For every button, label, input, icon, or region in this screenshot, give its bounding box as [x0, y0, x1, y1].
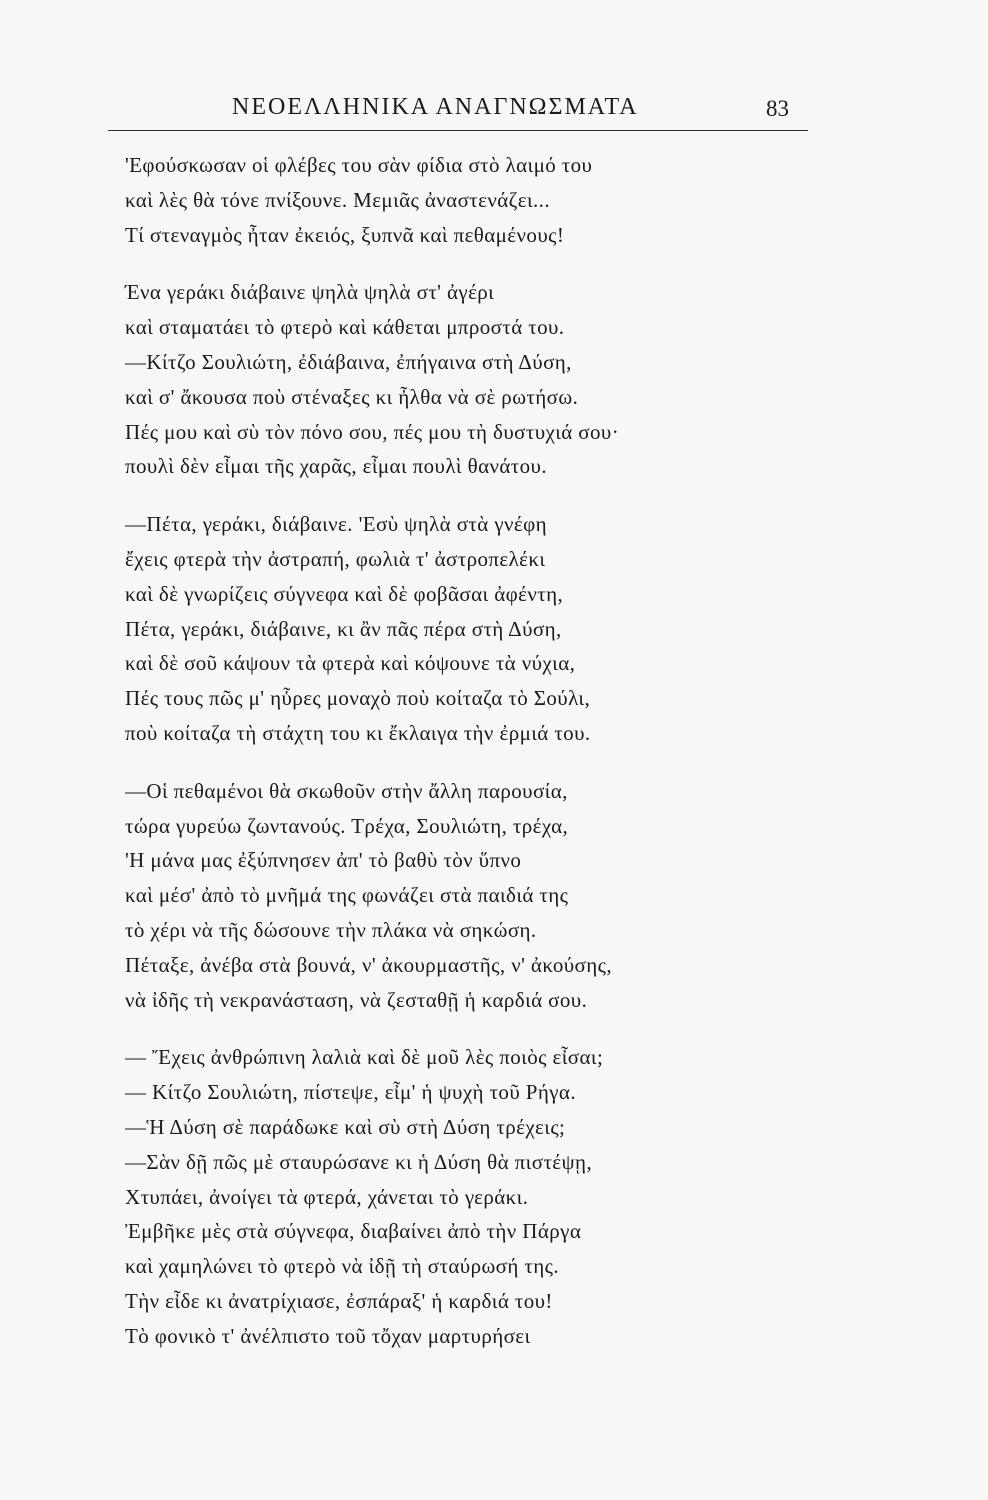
verse-line: καὶ σταματάει τὸ φτερὸ καὶ κάθεται μπροστά του. [125, 315, 565, 340]
verse-line: Πέτα, γεράκι, διάβαινε, κι ἂν πᾶς πέρα στὴ Δύση, [125, 616, 562, 641]
verse-line: Χτυπάει, ἀνοίγει τὰ φτερά, χάνεται τὸ γεράκι. [125, 1184, 529, 1209]
verse-line: —Κίτζο Σουλιώτη, ἐδιάβαινα, ἐπήγαινα στὴ Δύση, [125, 349, 572, 374]
stanza [125, 275, 855, 484]
verse-line: καὶ λὲς θὰ τόνε πνίξουνε. Μεμιᾶς ἀναστενάζει... [125, 187, 550, 212]
verse-line: — Κίτζο Σουλιώτη, πίστεψε, εἶμ' ἡ ψυχὴ τοῦ Ρήγα. [125, 1080, 576, 1105]
verse-line: Ἐμβῆκε μὲς στὰ σύγνεφα, διαβαίνει ἀπὸ τὴν Πάργα [125, 1219, 582, 1244]
page-header [108, 88, 828, 128]
verse-line: Τὸ φονικὸ τ' ἀνέλπιστο τοῦ τὄχαν μαρτυρήσει [125, 1323, 531, 1348]
verse-line: Τὴν εἶδε κι ἀνατρίχιασε, ἐσπάραξ' ἡ καρδιά του! [125, 1288, 553, 1313]
verse-line: νὰ ἰδῆς τὴ νεκρανάσταση, νὰ ζεσταθῇ ἡ καρδιά σου. [125, 987, 588, 1012]
verse-line: Πές μου καὶ σὺ τὸν πόνο σου, πές μου τὴ δυστυχιά σου· [125, 419, 620, 444]
verse-line: —Ἡ Δύση σὲ παράδωκε καὶ σὺ στὴ Δύση τρέχεις; [125, 1114, 566, 1139]
verse-line: καὶ δὲ γνωρίζεις σύγνεφα καὶ δὲ φοβᾶσαι ἀφέντη, [125, 581, 564, 606]
verse-line: — Ἔχεις ἀνθρώπινη λαλιὰ καὶ δὲ μοῦ λὲς ποιὸς εἶσαι; [125, 1045, 604, 1070]
verse-line: ποὺ κοίταζα τὴ στάχτη του κι ἔκλαιγα τὴν ἐρμιά του. [125, 720, 591, 745]
running-title: ΝΕΟΕΛΛΗΝΙΚΑ ΑΝΑΓΝΩΣΜΑΤΑ [232, 94, 639, 120]
stanza [125, 507, 855, 751]
verse-line: καὶ χαμηλώνει τὸ φτερὸ νὰ ἰδῇ τὴ σταύρωσή της. [125, 1254, 560, 1279]
verse-line: 'Η μάνα μας ἐξύπνησεν ἀπ' τὸ βαθὺ τὸν ὕπνο [125, 848, 522, 873]
verse-line: τὸ χέρι νὰ τῆς δώσουνε τὴν πλάκα νὰ σηκώση. [125, 917, 537, 942]
verse-line: Πέταξε, ἀνέβα στὰ βουνά, ν' ἀκουρμαστῆς, ν' ἀκούσης, [125, 952, 613, 977]
verse-line: τώρα γυρεύω ζωντανούς. Τρέχα, Σουλιώτη, τρέχα, [125, 813, 569, 838]
header-rule [108, 130, 808, 131]
page-number: 83 [766, 96, 789, 121]
verse-line: πουλὶ δὲν εἶμαι τῆς χαρᾶς, εἶμαι πουλὶ θανάτου. [125, 454, 547, 479]
stanza [125, 148, 855, 252]
verse-line: —Σὰν δῇ πῶς μὲ σταυρώσανε κι ἡ Δύση θὰ πιστέψῃ, [125, 1149, 593, 1174]
verse-line: Πές τους πῶς μ' ηὗρες μοναχὸ ποὺ κοίταζα τὸ Σούλι, [125, 686, 591, 711]
verse-line: —Πέτα, γεράκι, διάβαινε. 'Εσὺ ψηλὰ στὰ γνέφη [125, 512, 548, 537]
verse-line: καὶ δὲ σοῦ κάψουν τὰ φτερὰ καὶ κόψουνε τὰ νύχια, [125, 651, 576, 676]
verse-line: καὶ μέσ' ἀπὸ τὸ μνῆμά της φωνάζει στὰ παιδιά της [125, 883, 569, 908]
poem-body [125, 148, 855, 1377]
verse-line: 'Εφούσκωσαν οἱ φλέβες του σὰν φίδια στὸ λαιμό του [125, 153, 593, 177]
stanza [125, 774, 855, 1018]
verse-line: Τί στεναγμὸς ἦταν ἐκειός, ξυπνᾶ καὶ πεθαμένους! [125, 222, 565, 247]
verse-line: ἔχεις φτερὰ τὴν ἀστραπή, φωλιὰ τ' ἀστροπελέκι [125, 546, 546, 571]
stanza [125, 1040, 855, 1353]
verse-line: —Οἱ πεθαμένοι θὰ σκωθοῦν στὴν ἄλλη παρουσία, [125, 778, 568, 803]
verse-line: Ένα γεράκι διάβαινε ψηλὰ ψηλὰ στ' ἀγέρι [125, 280, 495, 305]
verse-line: καὶ σ' ἄκουσα ποὺ στέναξες κι ἦλθα νὰ σὲ ρωτήσω. [125, 384, 579, 409]
